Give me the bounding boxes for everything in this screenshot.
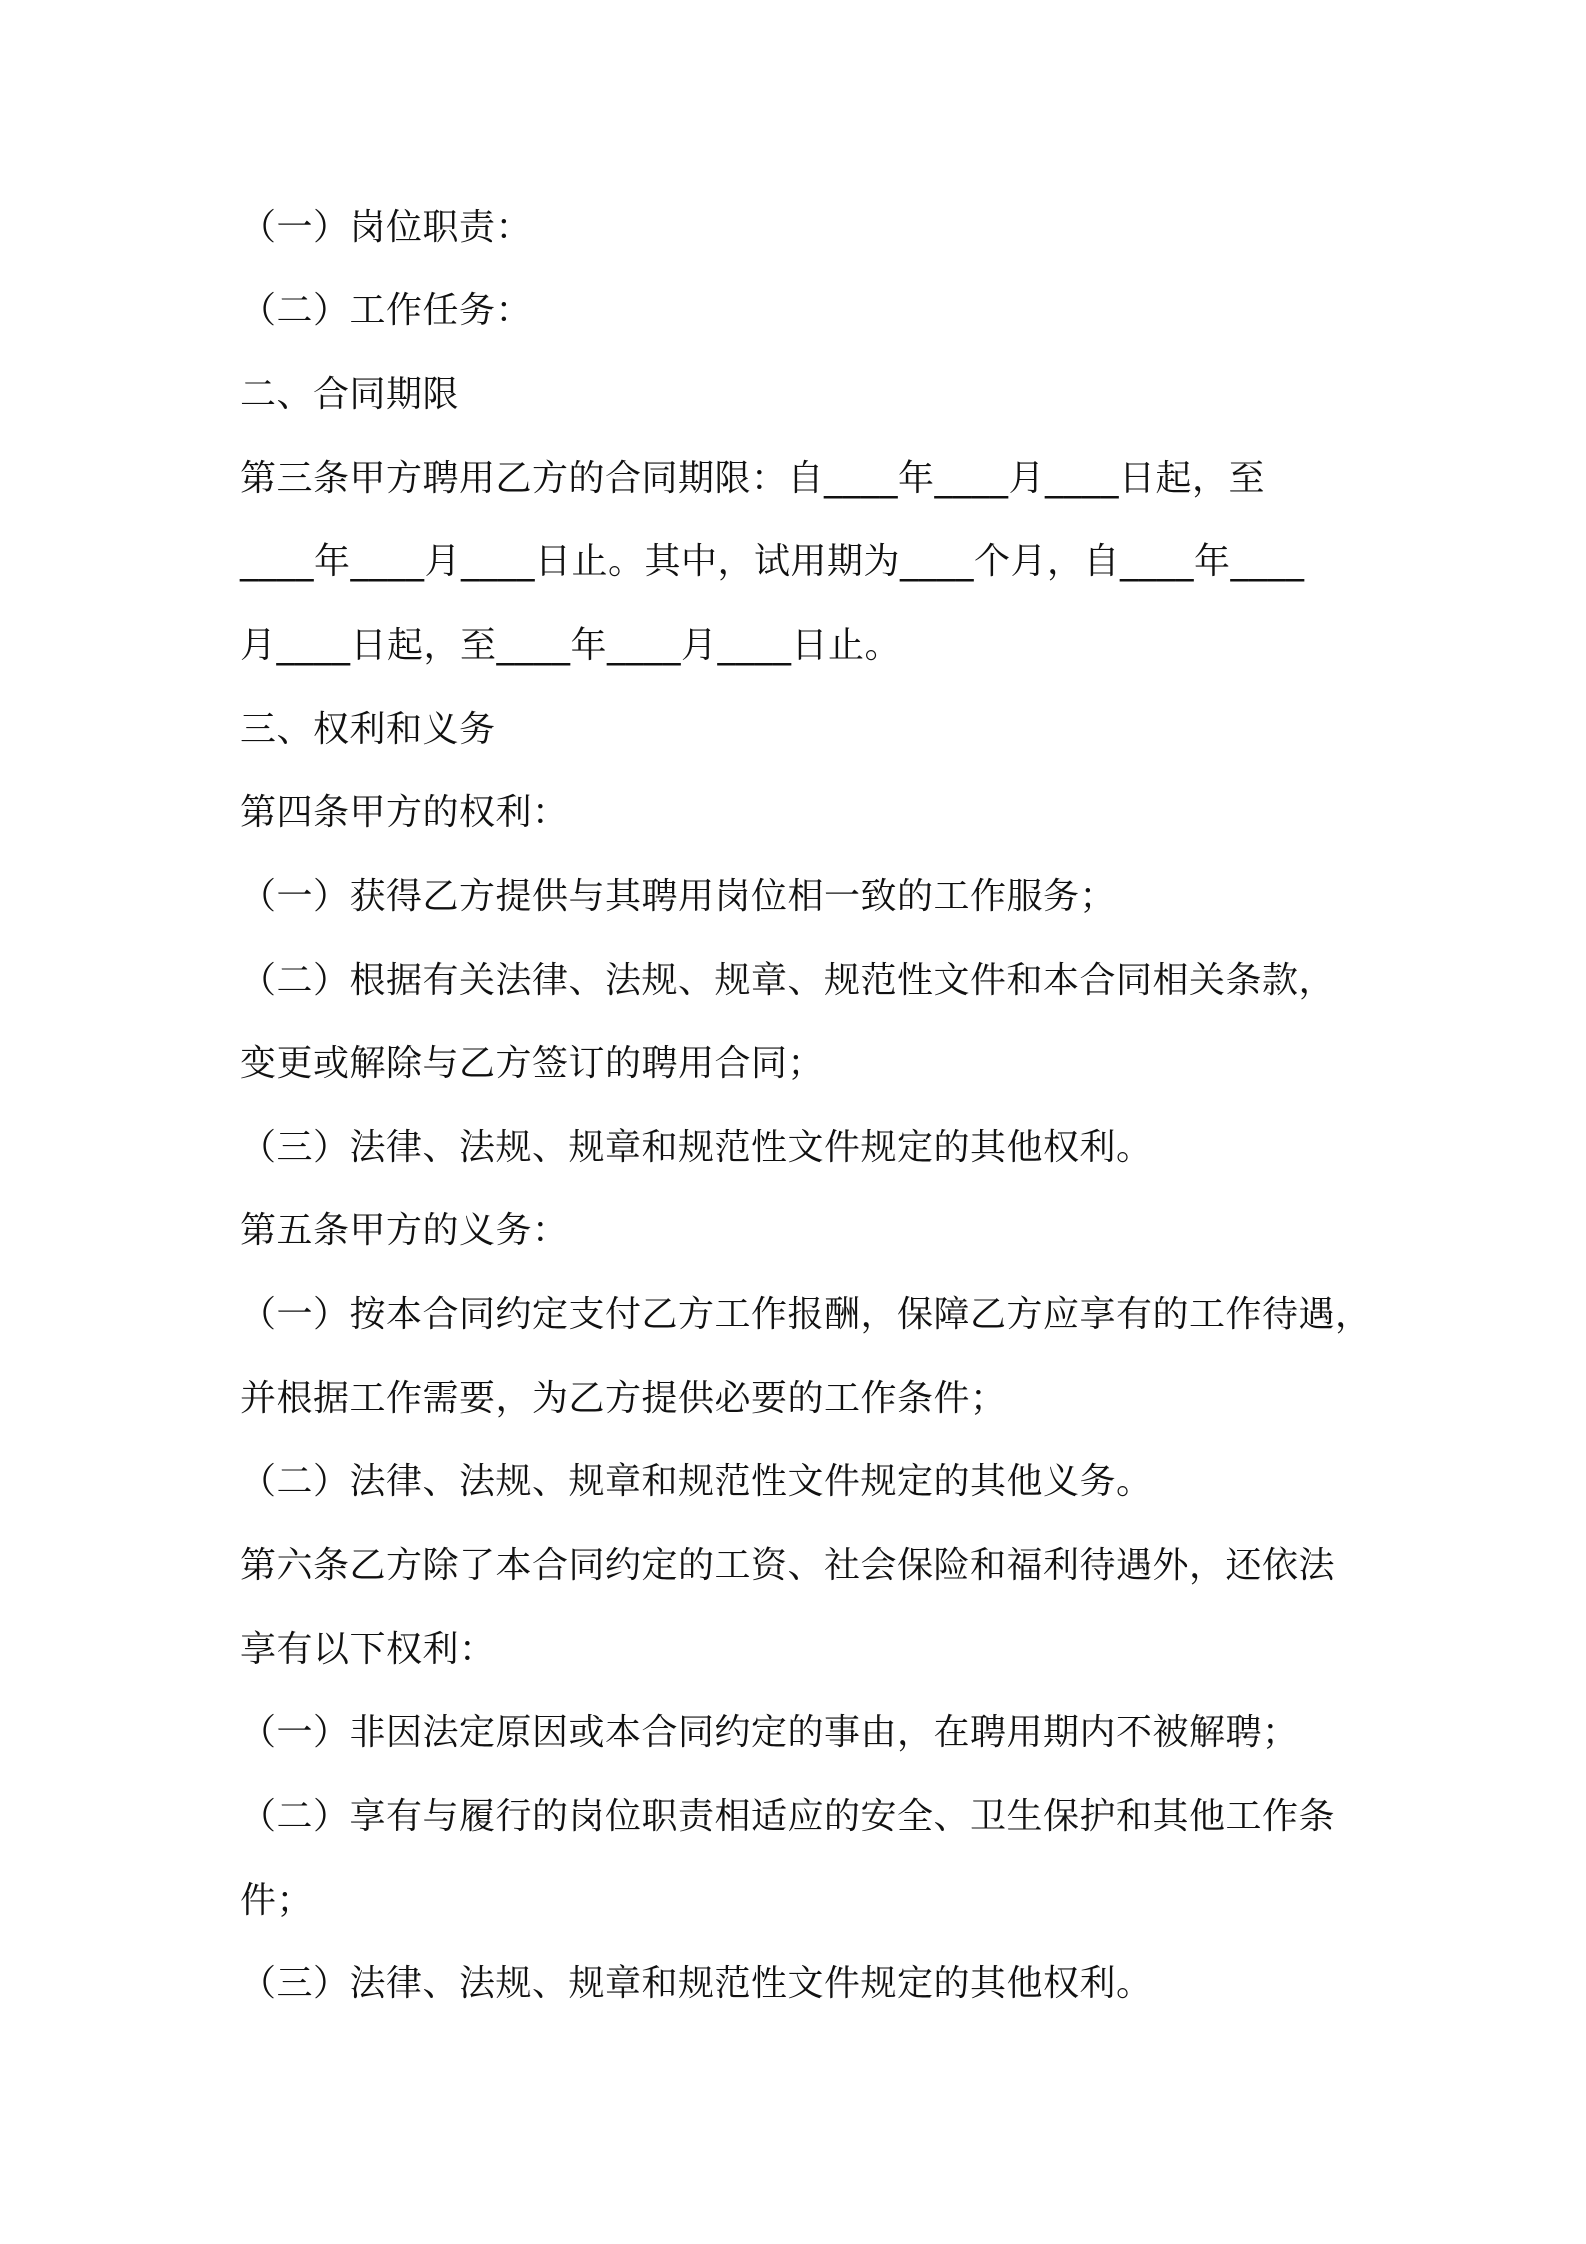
article-5-item-1-line-2: 并根据工作需要，为乙方提供必要的工作条件； xyxy=(240,1378,1007,1419)
clause-work-tasks: （二）工作任务： xyxy=(240,290,533,331)
article-3-line-3: 月____日起，至____年____月____日止。 xyxy=(240,625,902,666)
section-heading-rights: 三、权利和义务 xyxy=(240,709,496,750)
article-3-line-1: 第三条甲方聘用乙方的合同期限：自____年____月____日起，至 xyxy=(240,458,1266,499)
article-4-heading: 第四条甲方的权利： xyxy=(240,792,569,833)
article-6-item-2-line-2: 件； xyxy=(240,1880,314,1921)
article-5-item-1-line-1: （一）按本合同约定支付乙方工作报酬，保障乙方应享有的工作待遇， xyxy=(240,1294,1372,1335)
article-6-item-2-line-1: （二）享有与履行的岗位职责相适应的安全、卫生保护和其他工作条 xyxy=(240,1796,1336,1837)
article-6-line-2: 享有以下权利： xyxy=(240,1629,496,1670)
article-4-item-2-line-2: 变更或解除与乙方签订的聘用合同； xyxy=(240,1043,825,1084)
article-6-item-3: （三）法律、法规、规章和规范性文件规定的其他权利。 xyxy=(240,1963,1153,2004)
section-heading-term: 二、合同期限 xyxy=(240,374,460,415)
article-5-heading: 第五条甲方的义务： xyxy=(240,1210,569,1251)
article-4-item-2-line-1: （二）根据有关法律、法规、规章、规范性文件和本合同相关条款， xyxy=(240,960,1336,1001)
article-3-line-2: ____年____月____日止。其中，试用期为____个月，自____年____ xyxy=(240,541,1305,582)
article-4-item-3: （三）法律、法规、规章和规范性文件规定的其他权利。 xyxy=(240,1127,1153,1168)
article-5-item-2: （二）法律、法规、规章和规范性文件规定的其他义务。 xyxy=(240,1461,1153,1502)
article-4-item-1: （一）获得乙方提供与其聘用岗位相一致的工作服务； xyxy=(240,876,1117,917)
clause-job-duties: （一）岗位职责： xyxy=(240,207,533,248)
article-6-item-1: （一）非因法定原因或本合同约定的事由，在聘用期内不被解聘； xyxy=(240,1712,1299,1753)
article-6-line-1: 第六条乙方除了本合同约定的工资、社会保险和福利待遇外，还依法 xyxy=(240,1545,1336,1586)
